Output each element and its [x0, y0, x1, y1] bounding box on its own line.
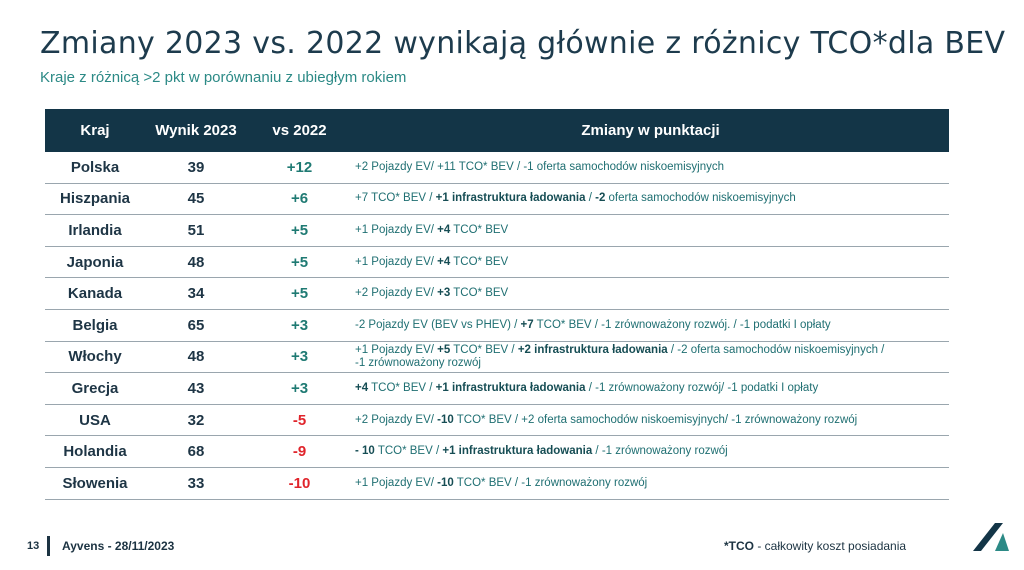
table-row — [45, 373, 949, 405]
header-score: Wynik 2023 — [155, 122, 237, 139]
cell-delta: -9 — [292, 443, 307, 461]
change-segment: +7 — [520, 318, 534, 331]
change-segment: TCO* BEV / — [368, 381, 436, 394]
footnote-term: *TCO — [724, 539, 754, 553]
change-segment: +7 TCO* BEV / — [355, 192, 436, 205]
page-number: 13 — [27, 540, 40, 552]
footnote-definition: - całkowity koszt posiadania — [754, 539, 907, 553]
change-segment: +4 — [355, 381, 369, 394]
cell-country: Hiszpania — [59, 190, 131, 208]
change-segment: TCO* BEV / +2 oferta samochodów niskoemisyjnych/ -1 zrównoważony rozwój — [453, 413, 858, 426]
change-segment: -2 Pojazdy EV (BEV vs PHEV) / — [355, 318, 521, 331]
change-segment: +3 — [437, 287, 451, 300]
change-segment: +2 Pojazdy EV/ — [355, 287, 438, 300]
header-country: Kraj — [80, 122, 110, 139]
cell-delta: +3 — [290, 316, 309, 334]
cell-country: Słowenia — [62, 474, 128, 492]
cell-country: Holandia — [63, 443, 127, 461]
cell-delta: +3 — [290, 379, 309, 397]
scores-table — [45, 109, 949, 500]
cell-score: 32 — [187, 411, 205, 429]
cell-score: 48 — [187, 348, 205, 366]
table-row — [45, 436, 949, 468]
cell-changes — [352, 287, 949, 300]
change-segment: TCO* BEV / -1 zrównoważony rozwój — [453, 476, 648, 489]
table-row — [45, 247, 949, 279]
change-segment: -1 zrównoważony rozwój — [355, 356, 481, 369]
table-row — [45, 405, 949, 437]
cell-delta: -5 — [292, 411, 307, 429]
cell-delta: +6 — [290, 190, 309, 208]
change-segment: +2 Pojazdy EV/ +11 TCO* BEV / -1 oferta samochodów niskoemisyjnych — [355, 160, 725, 173]
change-segment: TCO* BEV — [450, 287, 509, 300]
cell-changes — [352, 256, 949, 269]
change-segment: TCO* BEV / — [374, 445, 443, 458]
cell-changes — [352, 192, 949, 205]
cell-score: 48 — [187, 253, 205, 271]
footer-source: Ayvens - 28/11/2023 — [62, 539, 175, 553]
change-segment: -2 — [595, 192, 606, 205]
change-segment: - 10 — [355, 445, 375, 458]
cell-country: USA — [79, 411, 111, 429]
table-row — [45, 278, 949, 310]
cell-delta: +3 — [290, 348, 309, 366]
cell-country: Irlandia — [68, 221, 122, 239]
change-segment: TCO* BEV — [450, 255, 509, 268]
cell-changes — [352, 319, 949, 332]
cell-changes — [352, 161, 949, 174]
cell-score: 45 — [187, 190, 205, 208]
header-changes: Zmiany w punktacji — [581, 122, 720, 139]
cell-country: Kanada — [67, 285, 123, 303]
cell-score: 51 — [187, 221, 205, 239]
cell-country: Japonia — [66, 253, 124, 271]
change-segment: TCO* BEV / — [450, 343, 518, 356]
change-segment: TCO* BEV — [450, 223, 509, 236]
footnote — [724, 539, 906, 553]
change-segment: +1 Pojazdy EV/ — [355, 343, 438, 356]
change-segment: / -1 zrównoważony rozwój/ -1 podatki I opłaty — [585, 381, 819, 394]
table-row — [45, 184, 949, 216]
cell-changes — [352, 382, 949, 395]
table-row — [45, 152, 949, 184]
cell-country: Polska — [70, 158, 120, 176]
cell-delta: +5 — [290, 253, 309, 271]
change-segment: +5 — [437, 343, 451, 356]
change-segment: +1 infrastruktura ładowania — [435, 381, 586, 394]
cell-delta: -10 — [288, 474, 311, 492]
change-segment: +1 Pojazdy EV/ — [355, 223, 438, 236]
page-title: Zmiany 2023 vs. 2022 wynikają głównie z różnicy TCO*dla BEV — [40, 26, 1006, 61]
cell-changes — [352, 445, 949, 458]
ayvens-logo-icon — [973, 523, 1009, 551]
cell-score: 34 — [187, 285, 205, 303]
change-segment: -10 — [437, 476, 454, 489]
cell-score: 65 — [187, 316, 205, 334]
change-segment: / -2 oferta samochodów niskoemisyjnych / — [667, 343, 885, 356]
cell-delta: +5 — [290, 221, 309, 239]
table-row — [45, 310, 949, 342]
cell-changes — [352, 344, 949, 370]
change-segment: +4 — [437, 255, 451, 268]
cell-country: Belgia — [72, 316, 118, 334]
change-segment: TCO* BEV / -1 zrównoważony rozwój. / -1 podatki I opłaty — [533, 318, 831, 331]
change-segment: / -1 zrównoważony rozwój — [592, 445, 728, 458]
footer-divider — [47, 536, 50, 556]
table-row — [45, 215, 949, 247]
cell-score: 43 — [187, 379, 205, 397]
cell-score: 68 — [187, 443, 205, 461]
cell-score: 33 — [187, 474, 205, 492]
change-segment: +1 infrastruktura ładowania — [435, 192, 586, 205]
table-body — [45, 152, 949, 500]
table-row — [45, 342, 949, 374]
change-segment: +4 — [437, 223, 451, 236]
cell-score: 39 — [187, 158, 205, 176]
cell-changes — [352, 414, 949, 427]
change-segment: +1 infrastruktura ładowania — [442, 445, 593, 458]
table-header — [45, 109, 949, 152]
change-segment: +2 Pojazdy EV/ — [355, 413, 438, 426]
change-segment: / — [585, 192, 596, 205]
header-delta: vs 2022 — [272, 122, 327, 139]
cell-delta: +12 — [286, 158, 313, 176]
cell-changes — [352, 477, 949, 490]
cell-changes — [352, 224, 949, 237]
cell-country: Grecja — [71, 379, 119, 397]
change-segment: +2 infrastruktura ładowania — [517, 343, 668, 356]
cell-country: Włochy — [68, 348, 122, 366]
change-segment: -10 — [437, 413, 454, 426]
page-subtitle: Kraje z różnicą >2 pkt w porównaniu z ubiegłym rokiem — [40, 69, 407, 86]
change-segment: +1 Pojazdy EV/ — [355, 255, 438, 268]
change-segment: +1 Pojazdy EV/ — [355, 476, 438, 489]
table-row — [45, 468, 949, 500]
cell-delta: +5 — [290, 285, 309, 303]
change-segment: oferta samochodów niskoemisyjnych — [605, 192, 796, 205]
